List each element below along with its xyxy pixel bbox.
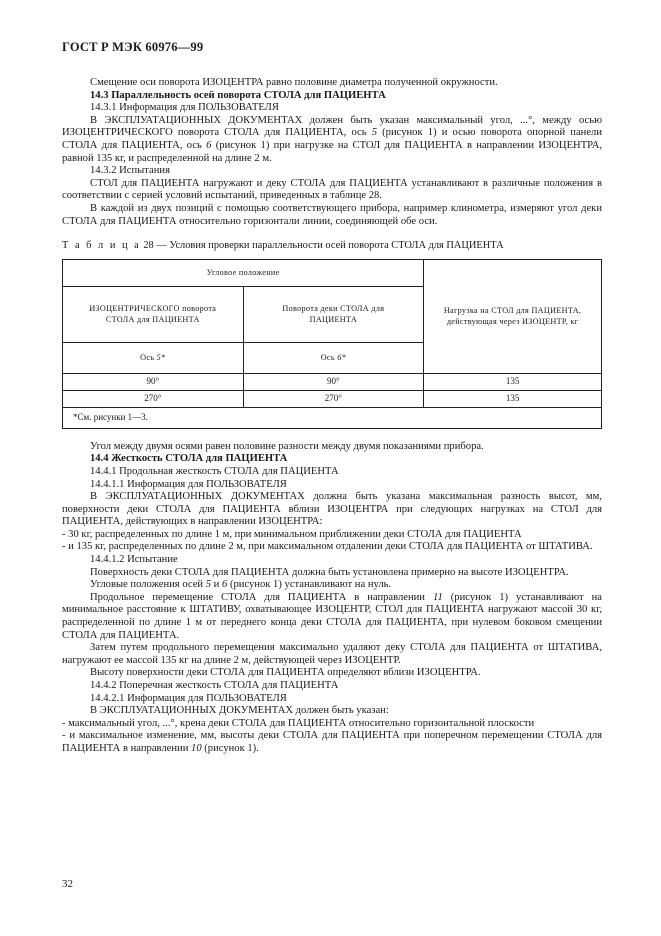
header-isocentric-rotation: ИЗОЦЕНТРИЧЕСКОГО поворота СТОЛА для ПАЦИЕНТА xyxy=(63,286,244,342)
axis-5-ref: 5 xyxy=(205,579,212,591)
axis-label: Ось xyxy=(320,353,338,363)
cell-axis-5: 90° xyxy=(63,373,244,390)
text-fragment: (рисунок 1). xyxy=(201,742,259,754)
header-angular-position: Угловое положение xyxy=(63,259,424,286)
subsection-14-4-1-2: 14.4.1.2 Испытание xyxy=(90,554,178,566)
direction-10-ref: 10 xyxy=(191,742,202,754)
table-footnote: *См. рисунки 1—3. xyxy=(63,407,602,428)
axis-6-ref: 6 xyxy=(206,139,212,151)
cell-axis-6: 90° xyxy=(243,373,424,390)
paragraph-loading: СТОЛ для ПАЦИЕНТА нагружают и деку СТОЛА для ПАЦИЕНТА устанавливают в различные положения в соответствии с серией условий испытаний, приведенных в таблице 28. xyxy=(62,177,602,202)
subsection-14-4-1-1: 14.4.1.1 Информация для ПОЛЬЗОВАТЕЛЯ xyxy=(90,478,287,490)
paragraph-docs-specify: В ЭКСПЛУАТАЦИОННЫХ ДОКУМЕНТАХ должен быть указан: xyxy=(90,705,389,717)
text-fragment: - и максимальное изменение, мм, высоты деки СТОЛА для ПАЦИЕНТА при поперечном перемещении СТОЛА для ПАЦИЕНТА в направлении xyxy=(62,730,602,754)
text-fragment: Продольное перемещение СТОЛА для ПАЦИЕНТА в направлении xyxy=(90,591,433,603)
section-heading-14-4: 14.4 Жесткость СТОЛА для ПАЦИЕНТА xyxy=(90,453,288,465)
text-fragment: и xyxy=(211,579,222,591)
subsection-14-4-2-1: 14.4.2.1 Информация для ПОЛЬЗОВАТЕЛЯ xyxy=(90,692,287,704)
section-heading-14-3: 14.3 Параллельность осей поворота СТОЛА для ПАЦИЕНТА xyxy=(90,89,386,101)
table-caption xyxy=(62,240,602,253)
paragraph-longitudinal-move xyxy=(62,592,602,642)
text-fragment: (рисунок 1) при нагрузке на СТОЛ для ПАЦИЕНТА в направлении ИЗОЦЕНТРА, равной 135 кг, и распределенной на длине 2 м. xyxy=(62,139,603,164)
subsection-14-3-2: 14.3.2 Испытания xyxy=(90,165,170,177)
subsection-14-4-1: 14.4.1 Продольная жесткость СТОЛА для ПАЦИЕНТА xyxy=(90,465,339,477)
text-fragment: (рисунок 1) устанавливают на нуль. xyxy=(227,579,392,591)
axis-5-ref: 5 xyxy=(371,127,378,139)
text-fragment: В ЭКСПЛУАТАЦИОННЫХ ДОКУМЕНТАХ должен быть указан максимальный угол, ...°, между осью ИЗОЦЕНТРИЧЕСКОГО поворота СТОЛА для ПАЦИЕНТА, ось xyxy=(62,114,602,139)
paragraph-measure: В каждой из двух позиций с помощью соответствующего прибора, например клинометра, измеряют угол деки СТОЛА для ПАЦИЕНТА относительно горизонтали линии, соединяющей обе оси. xyxy=(62,202,602,227)
cell-load: 135 xyxy=(424,390,602,407)
document-header: ГОСТ Р МЭК 60976—99 xyxy=(62,40,204,54)
paragraph-surface-height: Поверхность деки СТОЛА для ПАЦИЕНТА должна быть установлена примерно на высоте ИЗОЦЕНТРА. xyxy=(90,566,569,578)
table-row xyxy=(63,373,602,390)
subsection-14-3-1: 14.3.1 Информация для ПОЛЬЗОВАТЕЛЯ xyxy=(90,102,279,114)
header-load: Нагрузка на СТОЛ для ПАЦИЕНТА, действующая через ИЗОЦЕНТР, кг xyxy=(424,259,602,373)
paragraph-max-angle xyxy=(62,115,602,165)
page-number: 32 xyxy=(62,878,73,890)
paragraph-height-measure: Высоту поверхности деки СТОЛА для ПАЦИЕНТА определяют вблизи ИЗОЦЕНТРА. xyxy=(90,667,481,679)
list-item: - максимальный угол, ...°, крена деки СТОЛА для ПАЦИЕНТА относительно горизонтальной плоскости xyxy=(62,717,535,729)
direction-11-ref: 11 xyxy=(432,591,443,603)
table-label: Т а б л и ц а xyxy=(62,240,141,252)
list-item: - 30 кг, распределенных по длине 1 м, при минимальном приближении деки СТОЛА для ПАЦИЕНТА xyxy=(62,528,522,540)
list-item xyxy=(62,730,602,755)
paragraph-angle-result: Угол между двумя осями равен половине разности между двумя показаниями прибора. xyxy=(90,440,484,452)
text-fragment: (рисунок 1) устанавливают на минимальное расстояние к ШТАТИВУ, охватывающее ИЗОЦЕНТР, СТОЛ для ПАЦИЕНТА нагружают массой 30 кг, распределенной по длине 1 м от переднего конца деки СТОЛА для ПАЦИЕНТА, при нулевом боковом смещении СТОЛА для ПАЦИЕНТА. xyxy=(62,591,603,641)
cell-axis-6: 270° xyxy=(243,390,424,407)
cell-axis-5: 270° xyxy=(63,390,244,407)
axis-number: 5* xyxy=(156,353,166,363)
paragraph-max-extension: Затем путем продольного перемещения максимально удаляют деку СТОЛА для ПАЦИЕНТА от ШТАТИВА, нагружают ее массой 135 кг на длине 2 м, действующей через ИЗОЦЕНТР. xyxy=(62,642,602,666)
text-fragment: (рисунок 1) и осью поворота опорной панели СТОЛА для ПАЦИЕНТА, ось xyxy=(62,127,602,151)
paragraph-axes-zero xyxy=(62,579,602,592)
table-row xyxy=(63,390,602,407)
paragraph-height-diff: В ЭКСПЛУАТАЦИОННЫХ ДОКУМЕНТАХ должна быть указана максимальная разность высот, мм, поверхности деки СТОЛА для ПАЦИЕНТА вблизи ИЗОЦЕНТРА при следующих нагрузках на СТОЛ для ПАЦИЕНТА, действующих в направлении ИЗОЦЕНТРА: xyxy=(62,491,602,528)
axis-6-ref: 6 xyxy=(222,579,228,591)
document-page xyxy=(62,40,602,756)
text-fragment: Угловые положения осей xyxy=(90,579,206,591)
axis-label: Ось xyxy=(140,353,157,363)
conditions-table xyxy=(62,259,602,429)
list-item: - и 135 кг, распределенных по длине 2 м, при максимальном отдалении деки СТОЛА для ПАЦИЕНТА от ШТАТИВА. xyxy=(62,541,593,553)
document-body xyxy=(62,77,602,756)
table-title: 28 — Условия проверки параллельности осей поворота СТОЛА для ПАЦИЕНТА xyxy=(143,240,504,252)
subsection-14-4-2: 14.4.2 Поперечная жесткость СТОЛА для ПАЦИЕНТА xyxy=(90,680,339,691)
header-axis-6 xyxy=(243,342,424,373)
cell-load: 135 xyxy=(424,373,602,390)
header-tabletop-rotation: Поворота деки СТОЛА для ПАЦИЕНТА xyxy=(243,286,424,342)
header-axis-5 xyxy=(63,342,244,373)
paragraph-axis-offset: Смещение оси поворота ИЗОЦЕНТРА равно половине диаметра полученной окружности. xyxy=(90,77,498,88)
axis-number: 6* xyxy=(337,353,347,363)
